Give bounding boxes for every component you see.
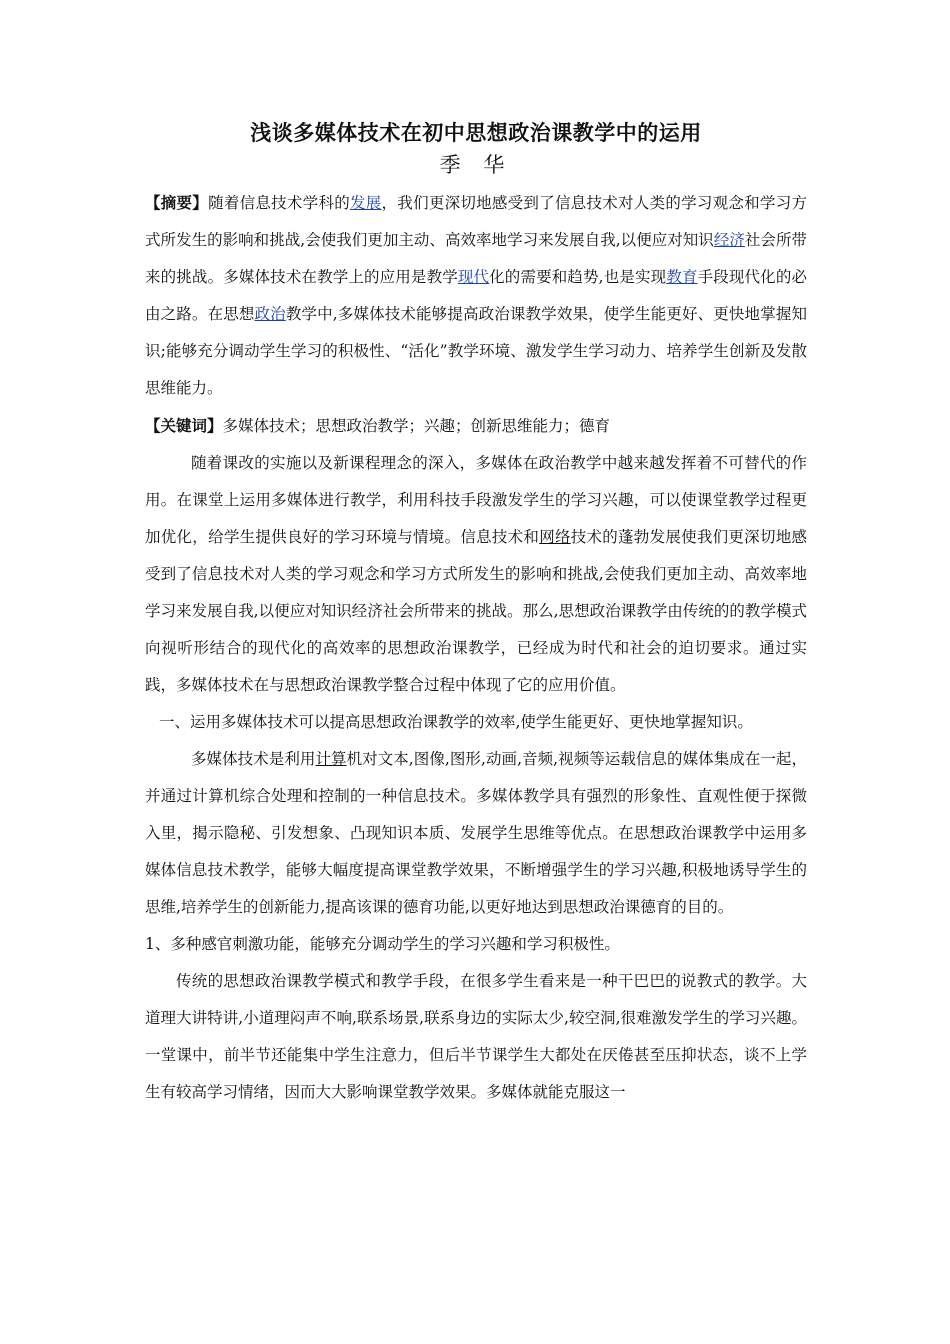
abstract-text: 社会所带来的挑战。多媒体技术在教学上的应用是教学 bbox=[145, 231, 807, 286]
link-zhengzhi[interactable]: 政治 bbox=[254, 305, 286, 323]
link-jisuan[interactable]: 计算 bbox=[315, 750, 347, 768]
sub1-heading: 1、多种感官刺激功能，能够充分调动学生的学习兴趣和学习积极性。 bbox=[145, 935, 620, 953]
abstract-paragraph bbox=[145, 184, 807, 407]
section1-text: 机对文本,图像,图形,动画,音频,视频等运载信息的媒体集成在一起，并通过计算机综合处理和控制的一种信息技术。多媒体教学具有强烈的形象性、直观性便于探微入里，揭示隐秘、引发想象、凸现知识本质、发展学生思维等优点。在思想政治课教学中运用多媒体信息技术教学，能够大幅度提高课堂教学效果，不断增强学生的学习兴趣,积极地诱导学生的思维,培养学生的创新能力,提高该课的德育功能,以更好地达到思想政治课德育的目的。 bbox=[145, 750, 807, 916]
document-author: 季 华 bbox=[439, 153, 513, 177]
link-fazhan[interactable]: 发展 bbox=[349, 194, 382, 212]
keywords-paragraph bbox=[145, 407, 807, 445]
section1-paragraph bbox=[145, 741, 807, 926]
abstract-text: 化的需要和趋势,也是实现 bbox=[489, 268, 667, 286]
abstract-text: 手段现代化的必由之路。在思想 bbox=[145, 268, 807, 323]
keywords-text: 多媒体技术；思想政治教学；兴趣；创新思维能力；德育 bbox=[222, 417, 611, 435]
intro-paragraph bbox=[145, 445, 807, 704]
abstract-text: 教学中,多媒体技术能够提高政治课教学效果，使学生能更好、更快地掌握知识;能够充分调动学生学习的积极性、“活化”教学环境、激发学生学习动力、培养学生创新及发散思维能力。 bbox=[145, 305, 807, 397]
abstract-tag: 【摘要】 bbox=[145, 193, 209, 212]
link-jiaoyu[interactable]: 教育 bbox=[666, 268, 698, 286]
document-title: 浅谈多媒体技术在初中思想政治课教学中的运用 bbox=[250, 120, 702, 145]
section1-text: 多媒体技术是利用 bbox=[191, 750, 316, 768]
link-wangluo[interactable]: 网络 bbox=[539, 528, 571, 546]
abstract-text: ，我们更深切地感受到了信息技术对人类的学习观念和学习方式所发生的影响和挑战,会使我们更加主动、高效率地学习来发展自我,以便应对知识 bbox=[145, 194, 807, 249]
intro-text: 随着课改的实施以及新课程理念的深入，多媒体在政治教学中越来越发挥着不可替代的作用。在课堂上运用多媒体进行教学，利用科技手段激发学生的学习兴趣，可以使课堂教学过程更加优化，给学生提供良好的学习环境与情境。信息技术和 bbox=[145, 454, 807, 546]
keywords-tag: 【关键词】 bbox=[145, 416, 223, 435]
sub1-paragraph: 传统的思想政治课教学模式和教学手段，在很多学生看来是一种干巴巴的说教式的教学。大道理大讲特讲,小道理闷声不响,联系场景,联系身边的实际太少,较空洞,很难激发学生的学习兴趣。一堂课中，前半节还能集中学生注意力，但后半节课学生大都处在厌倦甚至压抑状态，谈不上学生有较高学习情绪，因而大大影响课堂教学效果。多媒体就能克服这一 bbox=[145, 972, 807, 1101]
link-xiandai[interactable]: 现代 bbox=[457, 268, 490, 286]
intro-text: 技术的蓬勃发展使我们更深切地感受到了信息技术对人类的学习观念和学习方式所发生的影响和挑战,会使我们更加主动、高效率地学习来发展自我,以便应对知识经济社会所带来的挑战。那么,思想政治课教学由传统的的教学模式向视听形结合的现代化的高效率的思想政治课教学，已经成为时代和社会的迫切要求。通过实践，多媒体技术在与思想政治课教学整合过程中体现了它的应用价值。 bbox=[145, 528, 807, 694]
document-page bbox=[145, 118, 807, 1111]
section1-heading: 一、运用多媒体技术可以提高思想政治课教学的效率,使学生能更好、更快地掌握知识。 bbox=[159, 713, 753, 731]
link-jingji[interactable]: 经济 bbox=[713, 231, 745, 249]
abstract-text: 随着信息技术学科的 bbox=[208, 194, 350, 212]
